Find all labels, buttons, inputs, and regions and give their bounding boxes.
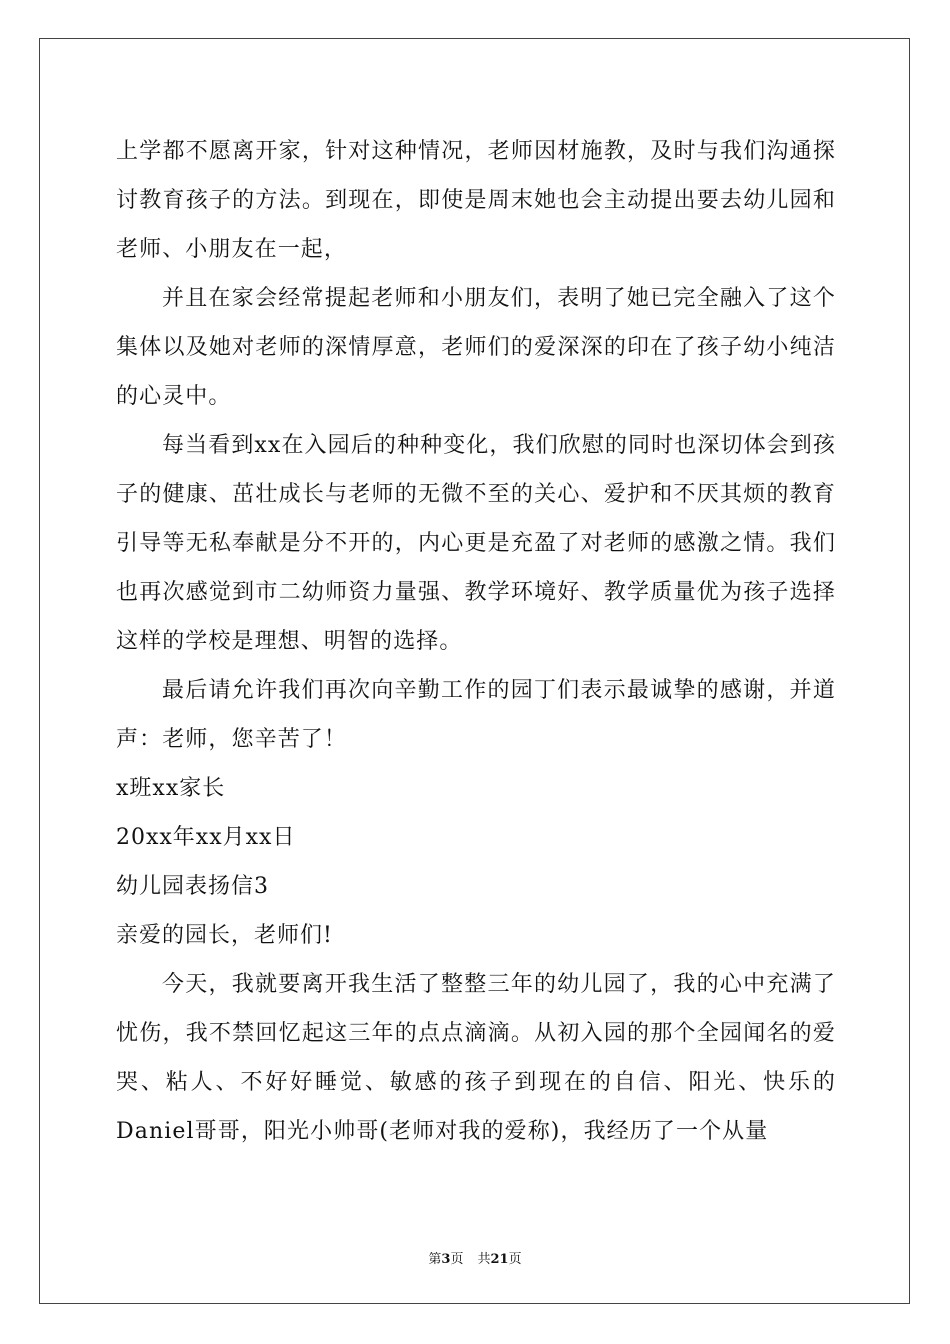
page-footer [0, 1248, 950, 1267]
page-number: 3 [441, 1252, 451, 1267]
paragraph: 上学都不愿离开家，针对这种情况，老师因材施教，及时与我们沟通探讨教育孩子的方法。到现在，即使是周末她也会主动提出要去幼儿园和老师、小朋友在一起， [116, 139, 836, 262]
section-title: 幼儿园表扬信3 [116, 874, 269, 899]
paragraph: 最后请允许我们再次向辛勤工作的园丁们表示最诚挚的感谢，并道声：老师，您辛苦了！ [116, 678, 836, 752]
salutation: 亲爱的园长，老师们! [116, 923, 333, 948]
page-prefix: 第 [428, 1252, 442, 1267]
paragraph: 并且在家会经常提起老师和小朋友们，表明了她已完全融入了这个集体以及她对老师的深情厚意，老师们的爱深深的印在了孩子幼小纯洁的心灵中。 [116, 286, 836, 409]
paragraph: 每当看到xx在入园后的种种变化，我们欣慰的同时也深切体会到孩子的健康、茁壮成长与老师的无微不至的关心、爱护和不厌其烦的教育引导等无私奉献是分不开的，内心更是充盈了对老师的感激之情。我们也再次感觉到市二幼师资力量强、教学环境好、教学质量优为孩子选择这样的学校是理想、明智的选择。 [116, 433, 836, 654]
total-suffix: 页 [508, 1252, 522, 1267]
letter-date: 20xx年xx月xx日 [116, 825, 296, 850]
page-suffix: 页 [450, 1252, 464, 1267]
page-total: 21 [490, 1252, 509, 1267]
total-prefix: 共 [477, 1252, 491, 1267]
document-body [116, 127, 836, 1156]
paragraph: 今天，我就要离开我生活了整整三年的幼儿园了，我的心中充满了忧伤，我不禁回忆起这三年的点点滴滴。从初入园的那个全园闻名的爱哭、粘人、不好好睡觉、敏感的孩子到现在的自信、阳光、快乐的Daniel哥哥，阳光小帅哥(老师对我的爱称)，我经历了一个从量 [116, 972, 836, 1144]
signature: x班xx家长 [116, 776, 226, 801]
